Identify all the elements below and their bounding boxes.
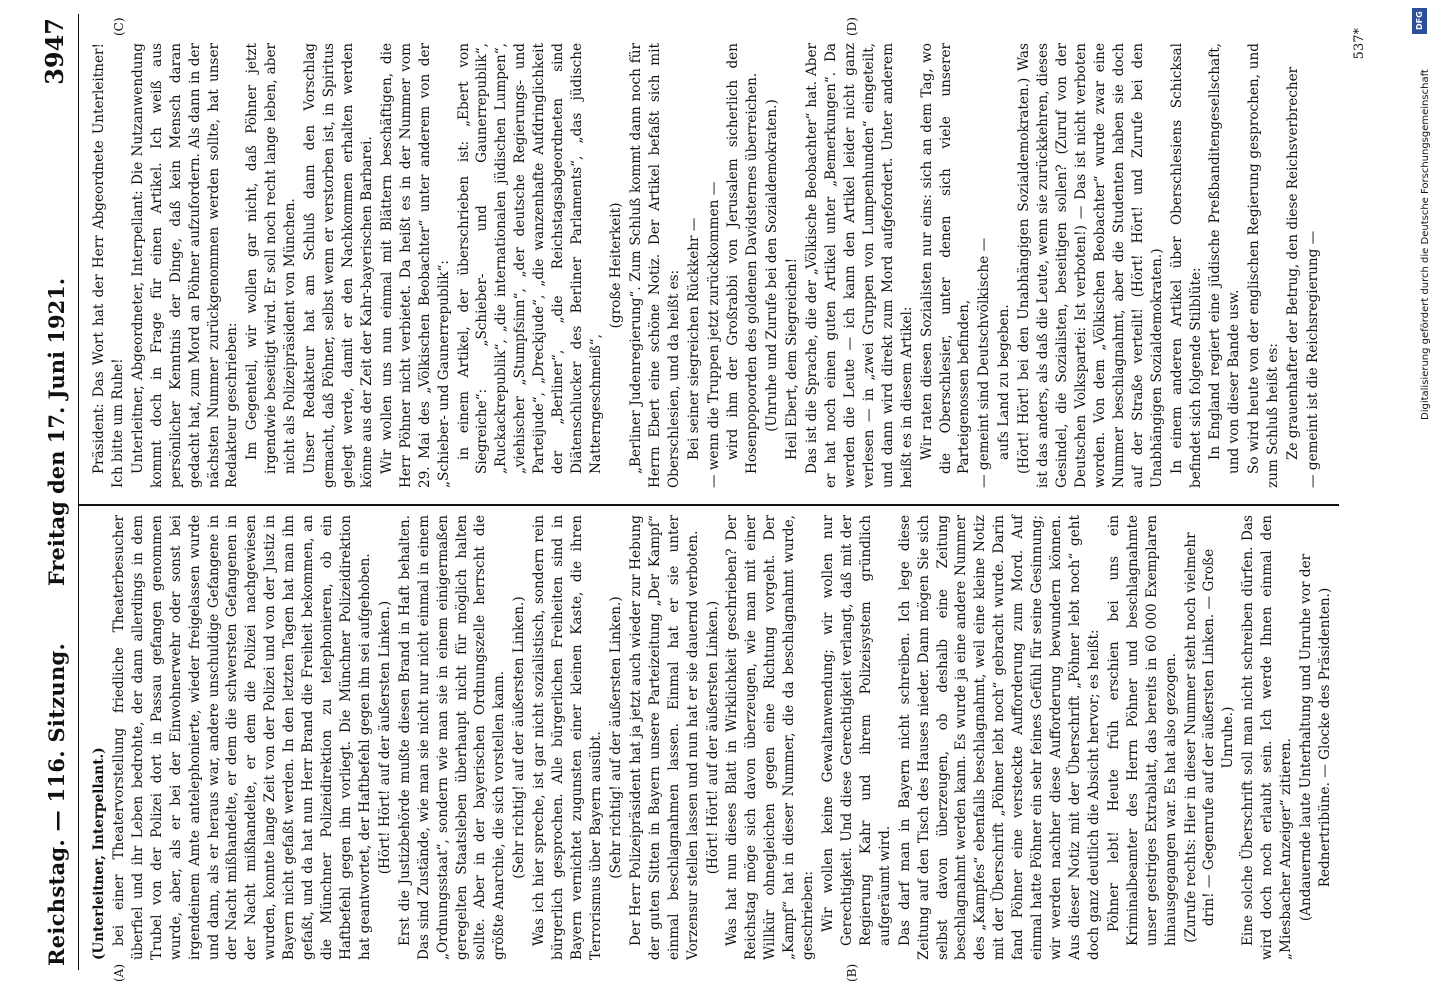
paragraph: Der Herr Polizeipräsident hat ja jetzt auch wieder zur Hebung der guten Sitten in Bayern unsere Parteizeitung „Der Kampf“ einmal beschlagnahmen lassen. Einmal hat er sie unter Vorzensur stellen lassen und nun hat er sie dauernd verboten. <box>627 515 701 960</box>
interjection: (Sehr richtig! auf der äußersten Linken.) <box>511 596 528 879</box>
quotation: wird ihm der Großrabbi von Jerusalem sicherlich den Hosenpopoorden des goldenen Davidsternes überreichen. <box>725 43 761 474</box>
paragraph: bei einer Theatervorstellung friedliche Theaterbesucher überfiel und ihr Leben bedrohte, der dann allerdings in dem Trubel von der Polizei dort in Passau gefangen genommen wurde, aber, als er bei der Einwohnerwehr oder sonst bei irgendeinem Amte antelephonierte, wieder freigelassen wurde und dann, als er heraus war, andere unschuldige Gefangene in der Nacht mißhandelte, er dem die schwersten Gefangenen in der Nacht mißhandelte, er dem die Polizei nachgewiesen wurden, konnte lange Zeit von der Polizei und von der Justiz in Bayern nicht gefaßt werden. In den letzten Tagen hat man ihn gefaßt, und da hat nun Herr Brand die Freiheit bekommen, an die Münchner Polizeidirektion zu telephonieren, ob ein Haftbefehl gegen ihn vorliegt. Die Münchner Polizeidirektion hat geantwortet, der Haftbefehl gegen ihn sei aufgehoben. <box>110 515 373 960</box>
side-credit-wrapper <box>1409 0 1431 1000</box>
interjection: (Hört! Hört! auf der äußersten Linken.) <box>376 600 393 875</box>
interjection: (Andauernde laute Unterhaltung und Unruhe vor der Rednertribüne. — Glocke des Präsidenten.) <box>1298 553 1333 922</box>
right-column <box>90 43 1335 488</box>
side-credit-text: Digitalisierung gefördert durch die Deutsche Forschungsgemeinschaft <box>1420 69 1431 420</box>
footer-number: 537* <box>1352 28 1367 60</box>
quotation: in einem Artikel, der überschrieben ist: „Ebert von Siegreiche“: „Schieber- und Gaunerrepublik“, „Ruckackrepublik“, „die internationalen jüdischen Lumpen“, „viehischer „Stumpfsinn“, „der deutsche Regierungs- und Parteijude“, „Dreckjude“, „die wanzenhafte Aufdringlichkeit der „Berliner“, „die Reichstagsabgeordneten sind Diätenschlucker des Berliner Parlaments“, „das jüdische Natterngeschmeiß“, <box>455 43 604 474</box>
quotation: Wir wollen keine Gewaltanwendung; wir wollen nur Gerechtigkeit. Und diese Gerechtigkeit verlangt, daß mit der Regierung Kahr und ihrem Polizeisystem gründlich aufgeräumt wird. <box>820 515 893 946</box>
quotation: In England regiert eine jüdische Preßbanditengesellschaft, und von dieser Bande usw. <box>1207 43 1243 474</box>
paragraph: Das ist die Sprache, die der „Völkische Beobachter“ hat. Aber er hat noch einen guten Artikel unter „Bemerkungen“. Da werden die Leute — ich kann den Artikel leider nicht ganz verlesen — in „zwei Gruppen von Lumpenhunden“ eingeteilt, und dann wird direkt zum Mord aufgefordert. Unter anderem heißt es in diesem Artikel: <box>804 43 915 488</box>
interjection: — gemeint sind Deutschvölkische — <box>976 237 993 488</box>
paragraph: Was hat nun dieses Blatt in Wirklichkeit geschrieben? Der Reichstag möge sich davon überzeugen, wie man mit einer Willkür ohnegleichen gegen eine Richtung vorgeht. Der „Kampf“ hat in dieser Nummer, die da beschlagnahmt wurde, geschrieben: <box>724 515 817 960</box>
paragraph: „Berliner Judenregierung“. Zum Schluß kommt dann noch für Herrn Ebert eine schöne Notiz. Der Artikel befaßt sich mit Oberschlesien, und da heißt es: <box>627 43 682 488</box>
margin-mark-a: (A) <box>112 963 126 982</box>
paragraph: Präsident: Das Wort hat der Herr Abgeordnete Unterleitner! Ich bitte um Ruhe! <box>91 43 126 488</box>
margin-mark-c: (C) <box>112 17 126 36</box>
interjection: (Hört! Hört! auf der äußersten Linken.) <box>704 600 721 875</box>
paragraph: Eine solche Überschrift soll man nicht schreiben dürfen. Das wird doch noch erlaubt sein. Ich werde Ihnen einmal den „Miesbacher Anzeiger“ zitieren. <box>1240 515 1295 960</box>
paragraph: Wir wollen uns nun einmal mit Blättern beschäftigen, die Herr Pöhner nicht verbietet. Da heißt es in der Nummer vom 29. Mai des „Völkischen Beobachter“ unter anderem von der „Schieber- und Gaunerrepublik“: <box>378 43 452 488</box>
quotation: Pöhner lebt! Heute früh erschien bei uns ein Kriminalbeamter des Herrn Pöhner und beschlagnahmte unser gestriges Extrablatt, das bereits in 60 000 Exemplaren hinausgegangen war. Es hat also gezogen. <box>1105 515 1179 946</box>
quotation: Wir raten diesen Sozialisten nur eins: sich an dem Tag, wo die Oberschlesier, unter denen sich viele unserer Parteigenossen befinden, <box>918 43 973 474</box>
header-left: Reichstag. — 116. Sitzung. <box>44 642 69 966</box>
paragraph: In einem anderen Artikel über Oberschlesiens Schicksal befindet sich folgende Stilblüte: <box>1168 43 1204 488</box>
interjection: — gemeint ist die Reichsregierung — <box>1305 230 1322 488</box>
paragraph: (Hört! Hört! bei den Unabhängigen Sozialdemokraten.) Was ist das anders, als daß die Leute, wenn sie zurückkehren, dieses Gesindel, die Sozialisten, beseitigen sollen? (Zuruf von der Deutschen Volkspartei: Ist verboten!) — Das ist nicht verboten worden. Von dem „Völkischen Beobachter“ wurde zwar eine Nummer beschlagnahmt, aber die Studenten haben sie doch auf der Straße verteilt! (Hört! Hört! und Zurufe bei den Unabhängigen Sozialdemokraten.) <box>1016 43 1165 488</box>
left-column <box>90 515 1335 960</box>
column-divider <box>78 505 1339 507</box>
interjection: (Unruhe und Zurufe bei den Sozialdemokraten.) <box>764 99 781 432</box>
paragraph: Unterleitner, Abgeordneter, Interpellant: Die Nutzanwendung kommt doch in Frage für einen Artikel. Ich weiß aus persönlicher Kenntnis der Dinge, daß kein Mensch daran gedacht hat, zum Mord an Pöhner aufzufordern. Als dann in der nächsten Nummer zurückgenommen werden sollte, hat unser Redakteur geschrieben: <box>129 43 241 488</box>
quotation: Bei seiner siegreichen Rückkehr — <box>685 217 702 460</box>
paragraph: Das darf man in Bayern nicht schreiben. Ich lege diese Zeitung auf den Tisch des Hauses nieder. Dann mögen Sie sich selbst davon überzeugen, ob deshalb eine Zeitung beschlagnahmt werden kann. Es wurde ja eine andere Nummer des „Kampfes“ ebenfalls beschlagnahmt, weil eine kleine Notiz mit der Überschrift „Pöhner lebt noch“ gebracht wurde. Darin fand Pöhner eine versteckte Aufforderung zum Mord. Auf einmal hatte Pöhner ein sehr feines Gefühl für seine Gesinnung; wir werden nachher diese Aufforderung bewundern können. Aus dieser Notiz mit der Überschrift „Pöhner lebt noch“ geht doch ganz deutlich die Absicht hervor; es heißt: <box>896 515 1102 960</box>
interjection: (Sehr richtig! auf der äußersten Linken.) <box>607 596 624 879</box>
interjection: — wenn die Truppen jetzt zurückkommen — <box>705 181 722 488</box>
margin-mark-b: (B) <box>845 963 859 982</box>
quotation: Im Gegenteil, wir wollen gar nicht, daß Pöhner jetzt irgendwie beseitigt wird. Er soll noch recht lange leben, aber nicht als Polizeipräsident von München. <box>244 43 299 474</box>
paragraph: So wird heute von der englischen Regierung gesprochen, und zum Schluß heißt es: <box>1246 43 1282 488</box>
margin-mark-d: (D) <box>845 17 859 36</box>
page-number: 3947 <box>40 18 69 85</box>
paragraph: Unser Redakteur hat am Schluß dann den Vorschlag gemacht, daß Pöhner, selbst wenn er verstorben ist, in Spiritus gelegt werde, damit er den Nachkommen erhalten werden könne aus der Zeit der Kahr-bayerischen Barbarei. <box>302 43 375 488</box>
quotation: aufs Land zu begeben. <box>996 304 1013 460</box>
speaker-line: (Unterleitner, Interpellant.) <box>91 747 107 960</box>
header-date: Freitag den 17. Juni 1921. <box>44 277 69 587</box>
side-credit-strip <box>1406 0 1434 1000</box>
interjection: (große Heiterkeit) <box>607 202 624 329</box>
header-rule <box>78 14 79 970</box>
dfg-logo: DFG <box>1412 8 1427 34</box>
interjection: (Zurufe rechts: Hier in dieser Nummer steht noch vielmehr drin! — Gegenrufe auf der äußersten Linken. — Große Unruhe.) <box>1182 532 1237 943</box>
quotation: Heil Ebert, dem Siegreichen! <box>784 257 801 460</box>
quotation: Ze grauenhafter der Betrug, den diese Reichsverbrecher <box>1285 66 1302 460</box>
paragraph: Was ich hier spreche, ist gar nicht sozialistisch, sondern rein bürgerlich gesprochen. Alle bürgerlichen Freiheiten sind in Bayern vernichtet zugunsten einer kleinen Kaste, die ihren Terrorismus über Bayern ausübt. <box>531 515 604 960</box>
paragraph: Erst die Justizbehörde mußte diesen Brand in Haft behalten. Das sind Zustände, wie man sie nicht nur nicht einmal in einem „Ordnungsstaat“, sondern wie man sie in einem einigermaßen geregelten Staatsleben überhaupt nicht für möglich halten sollte. Aber in der bayerischen Ordnungszelle herrscht die größte Anarchie, die sich vorstellen kann. <box>396 515 508 960</box>
page-header <box>40 18 74 966</box>
